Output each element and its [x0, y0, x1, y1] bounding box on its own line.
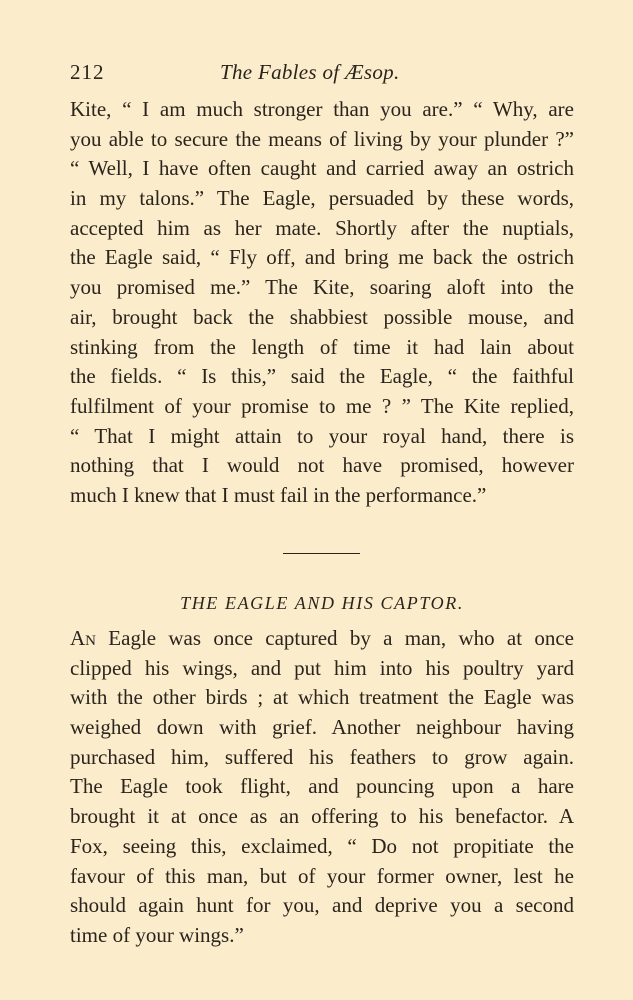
section-divider	[283, 553, 360, 554]
running-head	[70, 58, 570, 86]
text-line: stinking from the length of time it had lain about	[70, 334, 574, 359]
text-line: with the other birds ; at which treatment the Eagle was	[70, 685, 574, 710]
text-line: purchased him, suffered his feathers to grow again.	[70, 744, 574, 769]
text-line: in my talons.” The Eagle, persuaded by these words,	[70, 186, 574, 211]
text-line: time of your wings.”	[70, 922, 244, 947]
fable-text	[70, 624, 574, 951]
text-line: Fox, seeing this, exclaimed, “ Do not propitiate the	[70, 833, 574, 858]
text-line: fulfilment of your promise to me ? ” The Kite replied,	[70, 393, 574, 418]
text-line: the fields. “ Is this,” said the Eagle, “ the faithful	[70, 364, 574, 389]
text-line: The Eagle took flight, and pouncing upon a hare	[70, 774, 574, 799]
text-line: you able to secure the means of living by your plunder ?”	[70, 126, 574, 151]
fable-title: THE EAGLE AND HIS CAPTOR.	[180, 593, 464, 613]
text-line: air, brought back the shabbiest possible mouse, and	[70, 304, 574, 329]
text-line: clipped his wings, and put him into his poultry yard	[70, 655, 574, 680]
text-line: weighed down with grief. Another neighbour having	[70, 715, 574, 740]
text-line: brought it at once as an offering to his benefactor. A	[70, 804, 574, 829]
text-line: “ Well, I have often caught and carried away an ostrich	[70, 156, 574, 181]
text-line: accepted him as her mate. Shortly after the nuptials,	[70, 215, 574, 240]
drop-word: An	[70, 626, 96, 650]
book-title: The Fables of Æsop.	[220, 60, 400, 84]
first-line-rest: Eagle was once captured by a man, who at once	[96, 626, 574, 650]
text-line: nothing that I would not have promised, however	[70, 453, 574, 478]
text-line: should again hunt for you, and deprive you a second	[70, 893, 574, 918]
text-line-first	[70, 624, 574, 654]
continued-fable-text	[70, 95, 574, 511]
page-number: 212	[70, 60, 105, 84]
text-line: you promised me.” The Kite, soaring aloft into the	[70, 275, 574, 300]
text-line: favour of this man, but of your former owner, lest he	[70, 863, 574, 888]
text-line: Kite, “ I am much stronger than you are.” “ Why, are	[70, 97, 574, 121]
text-line: the Eagle said, “ Fly off, and bring me back the ostrich	[70, 245, 574, 270]
text-line: much I knew that I must fail in the performance.”	[70, 482, 487, 507]
text-line: “ That I might attain to your royal hand, there is	[70, 423, 574, 448]
